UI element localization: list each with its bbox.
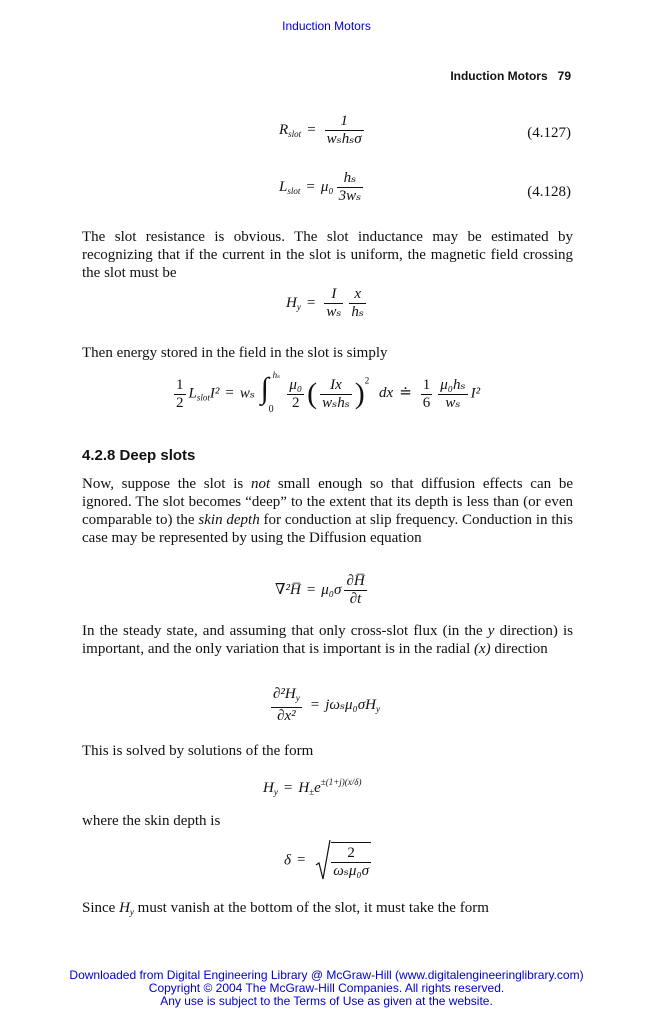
- footer-copyright: Copyright © 2004 The McGraw-Hill Companies. All rights reserved.: [148, 981, 505, 995]
- square-root-sign: [315, 839, 331, 883]
- footer-download-link[interactable]: Downloaded from Digital Engineering Library @ McGraw-Hill (www.digitalengineeringlibrary.com): [69, 968, 584, 982]
- equation-diffusion: ∇²H̅ = μ₀σ $\frac{\partial H̅}{\partial t}$: [275, 573, 365, 607]
- paragraph-solutions: This is solved by solutions of the form: [82, 743, 314, 759]
- paragraph-energy-stored: Then energy stored in the field in the slot is simply: [82, 345, 388, 361]
- equation-number-4-127: (4.127): [527, 125, 571, 141]
- footer-terms[interactable]: Any use is subject to the Terms of Use as given at the website.: [160, 994, 493, 1008]
- top-header: Induction Motors: [282, 19, 371, 33]
- equation-second-derivative: $\frac{\partial^2H_y}{\text{∂x²}}$ = $j\omega_s\mu_0\sigma H_y$: [273, 686, 381, 724]
- equation-energy: $\frac{1}{2}$ $L_{slot}I^2 = w_s$ ∫ hₛ 0 $\frac{\text{μ₀}}{2}$ ( $\frac{Ix}{\text{wₛhₛ}}$ )$^2$ dx ≐ $\frac{1}{6}$ $\frac{\text{μ₀hₛ}}{\text{wₛ}}$ I²: [176, 370, 481, 415]
- running-head-title: Induction Motors: [450, 69, 548, 83]
- running-head: [450, 69, 571, 83]
- paragraph-steady-state: In the steady state, and assuming that only cross-slot flux (in the y direction) is important, and the only variation that is important is in the radial (x) direction: [82, 623, 573, 657]
- equation-l-slot: $L_{slot} = \mu_0$ $\frac{\text{hₛ}}{\text{3wₛ}}$: [279, 170, 362, 204]
- paragraph-slot-resistance: The slot resistance is obvious. The slot inductance may be estimated by recognizing that if the current in the slot is uniform, the magnetic field crossing the slot must be: [82, 229, 573, 281]
- equation-number-4-128: (4.128): [527, 184, 571, 200]
- copyright-footer: [0, 969, 653, 1008]
- equation-solution-form: $H_y = H_\pm e^{\pm(1+j)(x/\delta)}$: [263, 777, 362, 797]
- equation-r-slot: $R_{slot}$ = $\frac{1}{\text{wₛhₛσ}}$: [279, 113, 362, 147]
- page-number: 79: [557, 69, 571, 83]
- paragraph-deep-slots: Now, suppose the slot is not small enough so that diffusion effects can be ignored. The slot becomes “deep” to the extent that its depth is less than (or even comparable to) the skin depth for conduction at slip frequency. Conduction in this case may be represented by using the Diffusion equation: [82, 476, 573, 546]
- paragraph-vanish: Since $H_y$ must vanish at the bottom of the slot, it must take the form: [82, 900, 489, 917]
- paragraph-skin-depth: where the skin depth is: [82, 813, 221, 829]
- equation-skin-depth: δ = $\frac{2}{\text{ωₛμ₀σ}}$: [284, 839, 374, 883]
- equation-hy-field: $H_y$ = $\frac{I}{\text{wₛ}}$ $\frac{x}{\text{hₛ}}$: [286, 286, 364, 320]
- integral-sign: ∫ hₛ 0: [260, 370, 281, 415]
- section-heading-deep-slots: 4.2.8 Deep slots: [82, 447, 196, 464]
